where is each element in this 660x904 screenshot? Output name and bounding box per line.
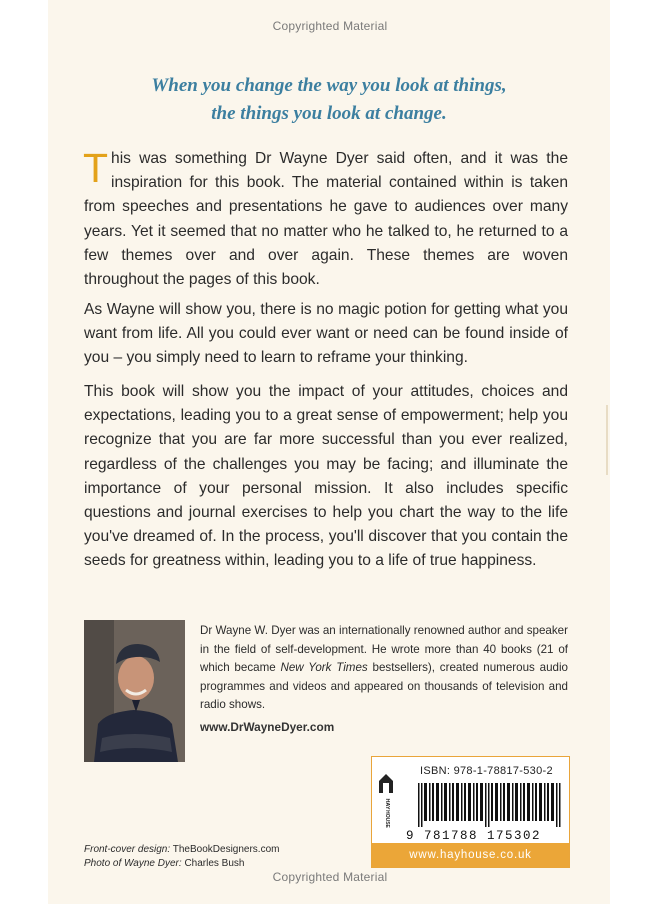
hay-house-logo [378, 771, 394, 831]
bio-text-2: bestsellers), created numerous audio programmes and videos and appeared on thousands of television and radio shows. [200, 661, 568, 712]
watermark-top: Copyrighted Material [272, 19, 388, 33]
svg-text:HAY: HAY [384, 798, 390, 810]
credit-photo-label: Photo of Wayne Dyer: [84, 858, 182, 869]
paragraph-1 [84, 147, 568, 292]
credits [84, 843, 279, 871]
author-website[interactable]: www.DrWayneDyer.com [200, 720, 335, 734]
credit-photo-value: Charles Bush [184, 858, 245, 869]
page-edge [606, 405, 608, 475]
drop-cap: T [83, 145, 109, 191]
bio-text-1: Dr Wayne W. Dyer was an internationally renowned author and speaker in the field of self-development. He wrote more than 40 books (21 of which became [200, 624, 568, 675]
paragraph-1-text: his was something Dr Wayne Dyer said often, and it was the inspiration for this book. The material contained within is taken from speeches and presentations he gave to audiences over many years. Yet it seemed that no matter who he talked to, he returned to a few themes over and over again. These themes are woven throughout the pages of this book. [84, 150, 568, 289]
author-portrait-graphic [84, 620, 185, 762]
credit-photo [84, 857, 279, 871]
publisher-url[interactable]: www.hayhouse.co.uk [372, 843, 569, 867]
credit-cover [84, 843, 279, 857]
paragraph-3: This book will show you the impact of your attitudes, choices and expectations, leading you to a great sense of empowerment; help you recognize that you are far more successful than you ever realized, regardless of the challenges you may be facing; and illuminate the importance of your personal mission. It also includes specific questions and journal exercises to help you chart the way to the life you've dreamed of. In the process, you'll discover that you contain the seeds for greatness within, leading you to a life of true happiness. [84, 383, 568, 570]
credit-cover-label: Front-cover design: [84, 844, 171, 855]
bio-italic: New York Times [280, 661, 368, 675]
barcode-panel [371, 756, 570, 868]
barcode [418, 783, 562, 827]
author-photo [84, 620, 185, 762]
watermark-bottom: Copyrighted Material [272, 870, 388, 884]
quote-line-1: When you change the way you look at things, [151, 75, 507, 96]
quote [48, 72, 610, 128]
author-bio [200, 622, 568, 715]
paragraph-2: As Wayne will show you, there is no magic potion for getting what you want from life. All you could ever want or need can be found inside of you – you simply need to learn to reframe your thinking. [84, 301, 568, 367]
barcode-digits: 9 781788 175302 [406, 829, 542, 843]
quote-line-2: the things you look at change. [211, 103, 447, 124]
svg-text:HOUSE: HOUSE [384, 810, 390, 828]
isbn-text: ISBN: 978-1-78817-530-2 [420, 765, 553, 777]
credit-cover-value: TheBookDesigners.com [172, 844, 280, 855]
